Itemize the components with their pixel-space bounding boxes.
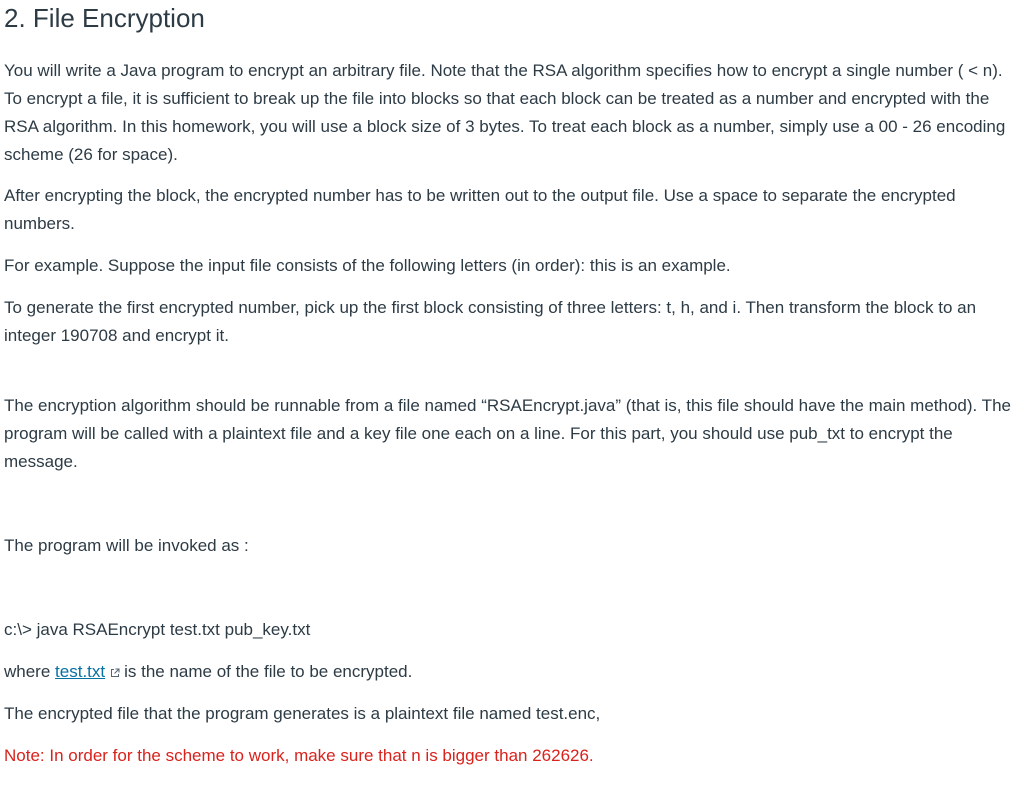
note-paragraph: Note: In order for the scheme to work, make sure that n is bigger than 262626. <box>4 746 594 765</box>
external-link-icon <box>110 668 120 678</box>
after-encrypting-paragraph: After encrypting the block, the encrypted number has to be written out to the output file. Use a space to separate the encrypted numbers. <box>4 186 956 233</box>
where-prefix: where <box>4 662 51 681</box>
invoked-paragraph: The program will be invoked as : <box>4 536 249 555</box>
runnable-paragraph: The encryption algorithm should be runnable from a file named “RSAEncrypt.java” (that is, this file should have the main method). The program will be called with a plaintext file and a key file one each on a line. For this part, you should use pub_txt to encrypt the message. <box>4 396 1011 471</box>
where-paragraph <box>4 658 1012 686</box>
test-txt-link[interactable]: test.txt <box>55 662 106 681</box>
generate-paragraph: To generate the first encrypted number, pick up the first block consisting of three letters: t, h, and i. Then transform the block to an integer 190708 and encrypt it. <box>4 298 977 345</box>
output-file-paragraph: The encrypted file that the program generates is a plaintext file named test.enc, <box>4 704 601 723</box>
assignment-content <box>4 0 1012 770</box>
example-paragraph: For example. Suppose the input file consists of the following letters (in order): this is an example. <box>4 256 731 275</box>
command-line: c:\> java RSAEncrypt test.txt pub_key.txt <box>4 620 311 639</box>
where-suffix: is the name of the file to be encrypted. <box>124 662 413 681</box>
section-title: 2. File Encryption <box>4 3 205 33</box>
intro-paragraph: You will write a Java program to encrypt an arbitrary file. Note that the RSA algorithm specifies how to encrypt a single number ( < n). To encrypt a file, it is sufficient to break up the file into blocks so that each block can be treated as a number and encrypted with the RSA algorithm. In this homework, you will use a block size of 3 bytes. To treat each block as a number, simply use a 00 - 26 encoding scheme (26 for space). <box>4 61 1006 164</box>
